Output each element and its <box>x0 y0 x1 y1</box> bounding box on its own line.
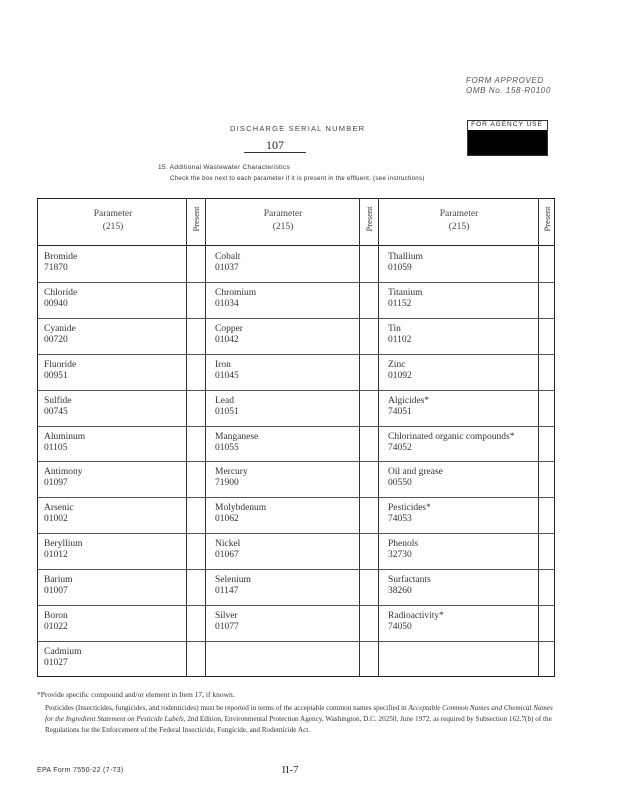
parameter-name: Bromide <box>44 252 78 262</box>
parameter-cell <box>388 575 431 597</box>
parameter-name: Molybdenum <box>215 503 267 514</box>
parameter-cell <box>215 503 266 525</box>
parameter-cell <box>388 467 443 489</box>
page-number: II-7 <box>282 764 299 776</box>
parameter-cell <box>44 467 83 489</box>
parameter-code: 74052 <box>388 442 412 453</box>
pesticide-note-part-1: Pesticides (Insecticides, fungicides, and rodenticides) must be reported in terms of the acceptable common names specified in <box>45 704 409 712</box>
row-divider <box>37 318 555 319</box>
row-divider <box>37 569 555 570</box>
present-checkbox[interactable] <box>539 534 555 568</box>
row-divider <box>37 641 555 642</box>
parameter-name: Fluoride <box>44 359 77 370</box>
parameter-code: 01105 <box>44 442 68 453</box>
parameter-cell <box>215 575 251 597</box>
parameter-cell <box>388 252 423 274</box>
footnote: *Provide specific compound and/or element in Item 17, if known. <box>37 690 235 699</box>
parameter-cell <box>388 324 411 346</box>
parameter-cell <box>388 360 412 382</box>
header-parameter-code: (215) <box>448 222 470 232</box>
header-present-3: Present <box>542 206 552 232</box>
present-checkbox[interactable] <box>360 355 378 389</box>
parameter-code: 71870 <box>44 263 68 273</box>
parameter-code: 01034 <box>215 298 239 309</box>
present-checkbox[interactable] <box>539 247 555 281</box>
parameter-name: Cobalt <box>215 252 241 262</box>
parameter-cell <box>215 288 256 310</box>
parameter-cell <box>44 575 73 597</box>
parameter-cell <box>215 432 258 454</box>
parameter-code: 01027 <box>44 657 68 668</box>
parameter-name: Zinc <box>388 359 406 370</box>
parameter-code: 01102 <box>388 334 412 345</box>
parameter-code: 00951 <box>44 370 68 381</box>
parameter-cell <box>388 288 423 310</box>
present-checkbox[interactable] <box>187 355 205 389</box>
present-checkbox[interactable] <box>360 570 378 604</box>
parameter-code: 00940 <box>44 298 68 309</box>
parameter-name: Silver <box>215 611 238 621</box>
row-divider <box>37 497 555 498</box>
parameter-name: Oil and grease <box>388 467 443 478</box>
epa-form-number: EPA Form 7550-22 (7-73) <box>37 767 124 774</box>
discharge-serial-number-value: 107 <box>244 138 306 153</box>
parameter-cell <box>44 432 85 454</box>
header-parameter-label: Parameter <box>263 209 303 219</box>
parameter-code: 01092 <box>388 370 412 381</box>
present-checkbox[interactable] <box>187 642 205 676</box>
parameter-cell <box>388 503 431 525</box>
parameter-code: 01097 <box>44 478 68 489</box>
present-checkbox[interactable] <box>360 283 378 317</box>
parameter-code: 01152 <box>388 298 412 309</box>
parameter-code: 01007 <box>44 586 68 597</box>
parameter-cell <box>388 611 444 633</box>
parameter-cell <box>44 503 74 525</box>
present-checkbox[interactable] <box>539 355 555 389</box>
parameter-name: Aluminum <box>44 431 86 442</box>
parameter-name: Thallium <box>388 252 423 262</box>
form-approved-text: FORM APPROVED <box>466 76 544 85</box>
parameter-name: Surfactants <box>388 575 431 586</box>
parameter-code: 32730 <box>388 550 412 561</box>
present-checkbox[interactable] <box>187 283 205 317</box>
parameter-code: 01067 <box>215 550 239 561</box>
parameter-name: Beryllium <box>44 539 83 550</box>
parameter-code: 74050 <box>388 622 412 632</box>
present-checkbox[interactable] <box>360 391 378 425</box>
parameter-code: 71900 <box>215 478 239 489</box>
parameter-name: Antimony <box>44 467 83 478</box>
present-checkbox[interactable] <box>187 462 205 496</box>
parameter-name: Tin <box>388 323 401 334</box>
present-checkbox[interactable] <box>360 247 378 281</box>
header-parameter-2 <box>207 208 359 234</box>
parameter-cell <box>44 360 76 382</box>
present-checkbox[interactable] <box>187 606 205 640</box>
header-parameter-1 <box>40 208 186 234</box>
parameter-name: Arsenic <box>44 503 74 514</box>
row-divider <box>37 282 555 283</box>
present-checkbox[interactable] <box>360 534 378 568</box>
parameter-cell <box>215 467 248 489</box>
form-approved-block <box>466 76 551 96</box>
parameter-name: Radioactivity* <box>388 611 444 621</box>
agency-use-label: FOR AGENCY USE <box>471 121 543 128</box>
parameter-code: 00550 <box>388 478 412 489</box>
row-divider <box>37 390 555 391</box>
present-checkbox[interactable] <box>360 498 378 532</box>
present-checkbox[interactable] <box>187 247 205 281</box>
present-checkbox[interactable] <box>187 498 205 532</box>
parameter-name: Sulfide <box>44 395 72 406</box>
parameter-name: Cadmium <box>44 646 82 657</box>
parameter-code: 01062 <box>215 514 239 525</box>
present-checkbox[interactable] <box>187 391 205 425</box>
header-parameter-code: (215) <box>102 222 124 232</box>
present-checkbox[interactable] <box>360 319 378 353</box>
parameter-cell <box>215 252 240 274</box>
table-header-divider <box>37 245 555 246</box>
header-present-2: Present <box>364 206 374 232</box>
row-divider <box>37 605 555 606</box>
parameter-cell <box>215 324 243 346</box>
present-checkbox[interactable] <box>539 283 555 317</box>
parameter-cell <box>215 611 239 633</box>
row-divider <box>37 533 555 534</box>
pesticide-note-title: Acceptable Common Names and Chemical Names for the Ingredient Statement on Pesticide Labels, <box>45 704 553 723</box>
parameter-name: Nickel <box>215 539 241 550</box>
parameter-name: Chlorinated organic compounds* <box>388 431 515 442</box>
parameter-name: Copper <box>215 323 243 334</box>
parameter-code: 01045 <box>215 370 239 381</box>
parameter-name: Chloride <box>44 287 78 298</box>
parameter-code: 00745 <box>44 406 68 417</box>
present-checkbox[interactable] <box>187 427 205 461</box>
header-parameter-label: Parameter <box>93 209 133 219</box>
present-checkbox[interactable] <box>539 462 555 496</box>
parameter-code: 01022 <box>44 622 68 632</box>
parameter-code: 01077 <box>215 622 239 632</box>
parameter-cell <box>215 360 239 382</box>
parameter-name: Chromium <box>215 287 257 298</box>
parameter-name: Cyanide <box>44 323 76 334</box>
agency-use-redaction <box>468 130 547 155</box>
parameter-cell <box>44 539 83 561</box>
parameter-cell <box>44 324 76 346</box>
parameter-code: 01051 <box>215 406 239 417</box>
parameter-name: Barium <box>44 575 73 586</box>
present-checkbox[interactable] <box>360 606 378 640</box>
parameter-name: Lead <box>215 395 234 406</box>
present-checkbox[interactable] <box>539 391 555 425</box>
parameter-name: Algicides* <box>388 395 430 406</box>
parameter-name: Boron <box>44 611 68 621</box>
header-present-1: Present <box>191 206 201 232</box>
present-checkbox[interactable] <box>187 319 205 353</box>
pesticide-note-part-2: 2nd Edition, Environmental Protection Agency, Washington, D.C. 20250, June 1972, as required by Subsection 162.7(b) of the Regulations for the Enforcement of the Federal Insecticide, Fungicide, and Rodenticide Act. <box>45 715 552 734</box>
header-parameter-label: Parameter <box>439 209 479 219</box>
present-checkbox[interactable] <box>539 606 555 640</box>
discharge-serial-number-label: DISCHARGE SERIAL NUMBER <box>230 124 366 133</box>
parameter-code: 38260 <box>388 586 412 597</box>
parameter-name: Selenium <box>215 575 251 586</box>
parameter-cell <box>44 611 68 633</box>
parameter-code: 01037 <box>215 263 239 273</box>
row-divider <box>37 354 555 355</box>
parameter-cell <box>215 539 240 561</box>
row-divider <box>37 461 555 462</box>
section-title: 15. Additional Wastewater Characteristics <box>158 164 291 171</box>
parameter-code: 01002 <box>44 514 68 525</box>
parameter-cell <box>388 539 418 561</box>
header-parameter-code: (215) <box>272 222 294 232</box>
parameter-code: 01055 <box>215 442 239 453</box>
present-checkbox[interactable] <box>539 642 555 676</box>
parameter-code: 74053 <box>388 514 412 525</box>
parameter-code: 01147 <box>215 586 239 597</box>
parameter-cell <box>44 396 71 418</box>
present-checkbox[interactable] <box>187 534 205 568</box>
parameter-name: Manganese <box>215 431 259 442</box>
present-checkbox[interactable] <box>539 319 555 353</box>
parameter-name: Pesticides* <box>388 503 431 514</box>
parameter-code: 01012 <box>44 550 68 561</box>
parameter-name: Titanium <box>388 287 423 298</box>
parameter-name: Mercury <box>215 467 248 478</box>
present-checkbox[interactable] <box>360 462 378 496</box>
omb-number: OMB No. 158-R0100 <box>466 86 551 95</box>
present-checkbox[interactable] <box>539 570 555 604</box>
parameter-code: 74051 <box>388 406 412 417</box>
parameter-cell <box>44 288 77 310</box>
parameter-cell <box>44 647 81 669</box>
present-checkbox[interactable] <box>187 570 205 604</box>
parameter-name: Phenols <box>388 539 419 550</box>
parameter-code: 00720 <box>44 334 68 345</box>
parameter-cell <box>215 396 239 418</box>
parameter-name: Iron <box>215 359 231 370</box>
parameter-code: 01059 <box>388 263 412 273</box>
pesticide-note <box>45 703 555 736</box>
header-parameter-3 <box>380 208 538 234</box>
parameter-cell <box>388 432 514 454</box>
present-checkbox[interactable] <box>539 427 555 461</box>
parameter-cell <box>388 396 429 418</box>
section-instructions: Check the box next to each parameter if it is present in the effluent. (see instructions) <box>170 175 425 182</box>
present-checkbox[interactable] <box>360 642 378 676</box>
row-divider <box>37 426 555 427</box>
parameter-cell <box>44 252 77 274</box>
present-checkbox[interactable] <box>360 427 378 461</box>
parameter-code: 01042 <box>215 334 239 345</box>
present-checkbox[interactable] <box>539 498 555 532</box>
